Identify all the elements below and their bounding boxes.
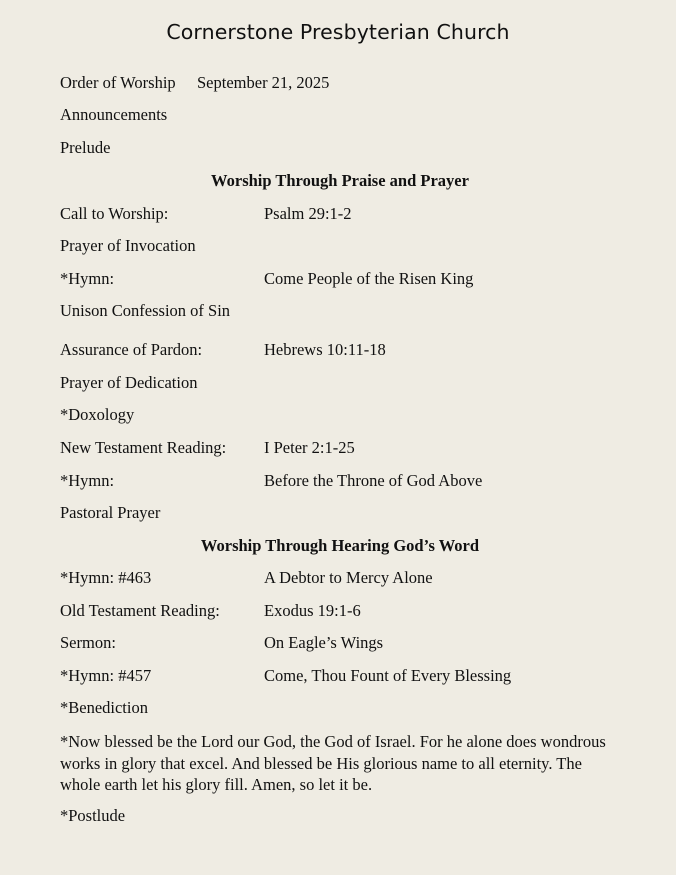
item-hymn-457-value: Come, Thou Fount of Every Blessing <box>264 666 512 685</box>
section-heading-praise-prayer: Worship Through Praise and Prayer <box>211 171 469 190</box>
item-assurance-of-pardon-value: Hebrews 10:11-18 <box>264 340 386 359</box>
item-old-testament-reading-label: Old Testament Reading: <box>60 601 220 620</box>
item-pastoral-prayer: Pastoral Prayer <box>60 503 161 522</box>
benediction-text: *Now blessed be the Lord our God, the God of Israel. For he alone does wondrous works in glory that excel. And blessed be His glorious name to all eternity. The whole earth let his glory fill. Amen, so let it be. <box>60 732 606 794</box>
item-postlude: *Postlude <box>60 806 126 825</box>
item-unison-confession: Unison Confession of Sin <box>60 301 231 320</box>
order-of-worship-label: Order of Worship <box>60 73 176 92</box>
item-new-testament-reading-label: New Testament Reading: <box>60 438 227 457</box>
item-new-testament-reading-value: I Peter 2:1-25 <box>264 438 355 457</box>
service-date: September 21, 2025 <box>197 73 330 92</box>
item-hymn-457-label: *Hymn: #457 <box>60 666 152 685</box>
item-hymn-463-value: A Debtor to Mercy Alone <box>264 568 433 587</box>
item-hymn-label: *Hymn: <box>60 471 115 490</box>
item-hymn-value: Before the Throne of God Above <box>264 471 483 490</box>
item-call-to-worship-label: Call to Worship: <box>60 204 169 223</box>
item-hymn-label: *Hymn: <box>60 269 115 288</box>
item-hymn-value: Come People of the Risen King <box>264 269 474 288</box>
item-assurance-of-pardon-label: Assurance of Pardon: <box>60 340 203 359</box>
item-prelude: Prelude <box>60 138 111 157</box>
item-sermon-value: On Eagle’s Wings <box>264 633 384 652</box>
item-prayer-of-dedication: Prayer of Dedication <box>60 373 198 392</box>
item-doxology: *Doxology <box>60 405 135 424</box>
section-heading-hearing-word: Worship Through Hearing God’s Word <box>200 536 480 555</box>
item-old-testament-reading-value: Exodus 19:1-6 <box>264 601 361 620</box>
item-prayer-of-invocation: Prayer of Invocation <box>60 236 196 255</box>
item-announcements: Announcements <box>60 105 168 124</box>
church-title: Cornerstone Presbyterian Church <box>166 20 510 44</box>
item-benediction: *Benediction <box>60 698 148 717</box>
item-call-to-worship-value: Psalm 29:1-2 <box>264 204 352 223</box>
item-hymn-463-label: *Hymn: #463 <box>60 568 152 587</box>
item-sermon-label: Sermon: <box>60 633 116 652</box>
